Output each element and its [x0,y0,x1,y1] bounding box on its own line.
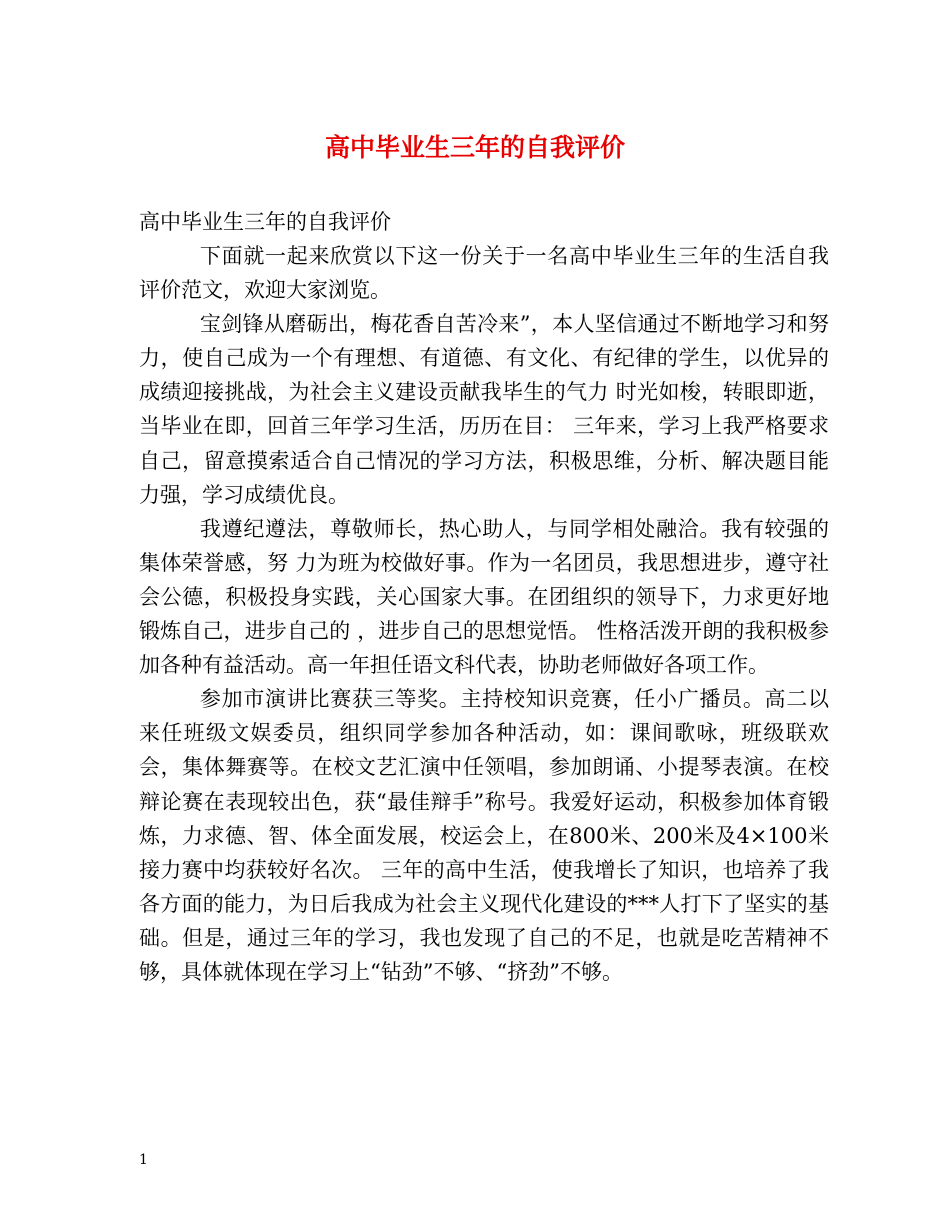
paragraph-activities: 参加市演讲比赛获三等奖。主持校知识竞赛，任小广播员。高二以来任班级文娱委员，组织同学参加各种活动，如：课间歌咏，班级联欢会，集体舞赛等。在校文艺汇演中任领唱，参加朗诵、小提琴表演。在校辩论赛在表现较出色，获“最佳辩手”称号。我爱好运动，积极参加体育锻炼，力求德、智、体全面发展，校运会上，在800米、200米及4×100米接力赛中均获较好名次。 三年的高中生活，使我增长了知识，也培养了我各方面的能力，为日后我成为社会主义现代化建设的***人打下了坚实的基础。但是，通过三年的学习，我也发现了自己的不足，也就是吃苦精神不够，具体就体现在学习上“钻劲”不够、“挤劲”不够。 [139,687,829,984]
document-body [139,239,829,989]
paragraph-study: 宝剑锋从磨砺出，梅花香自苦冷来”，本人坚信通过不断地学习和努力，使自己成为一个有理想、有道德、有文化、有纪律的学生，以优异的成绩迎接挑战，为社会主义建设贡献我毕生的气力 时光如梭，转眼即逝，当毕业在即，回首三年学习生活，历历在目： 三年来，学习上我严格要求自己，留意摸索适合自己情况的学习方法，积极思维，分析、解决题目能力强，学习成绩优良。 [139,312,829,507]
document-title: 高中毕业生三年的自我评价 [324,133,625,162]
paragraph-intro: 下面就一起来欣赏以下这一份关于一名高中毕业生三年的生活自我评价范文，欢迎大家浏览。 [139,244,829,303]
document-subtitle: 高中毕业生三年的自我评价 [139,210,391,234]
paragraph-conduct: 我遵纪遵法，尊敬师长，热心助人，与同学相处融洽。我有较强的集体荣誉感，努 力为班为校做好事。作为一名团员，我思想进步，遵守社会公德，积极投身实践，关心国家大事。在团组织的领导下，力求更好地锻炼自己，进步自己的 ，进步自己的思想觉悟。 性格活泼开朗的我积极参加各种有益活动。高一年担任语文科代表，协助老师做好各项工作。 [139,516,829,678]
page-number: 1 [139,1152,148,1168]
